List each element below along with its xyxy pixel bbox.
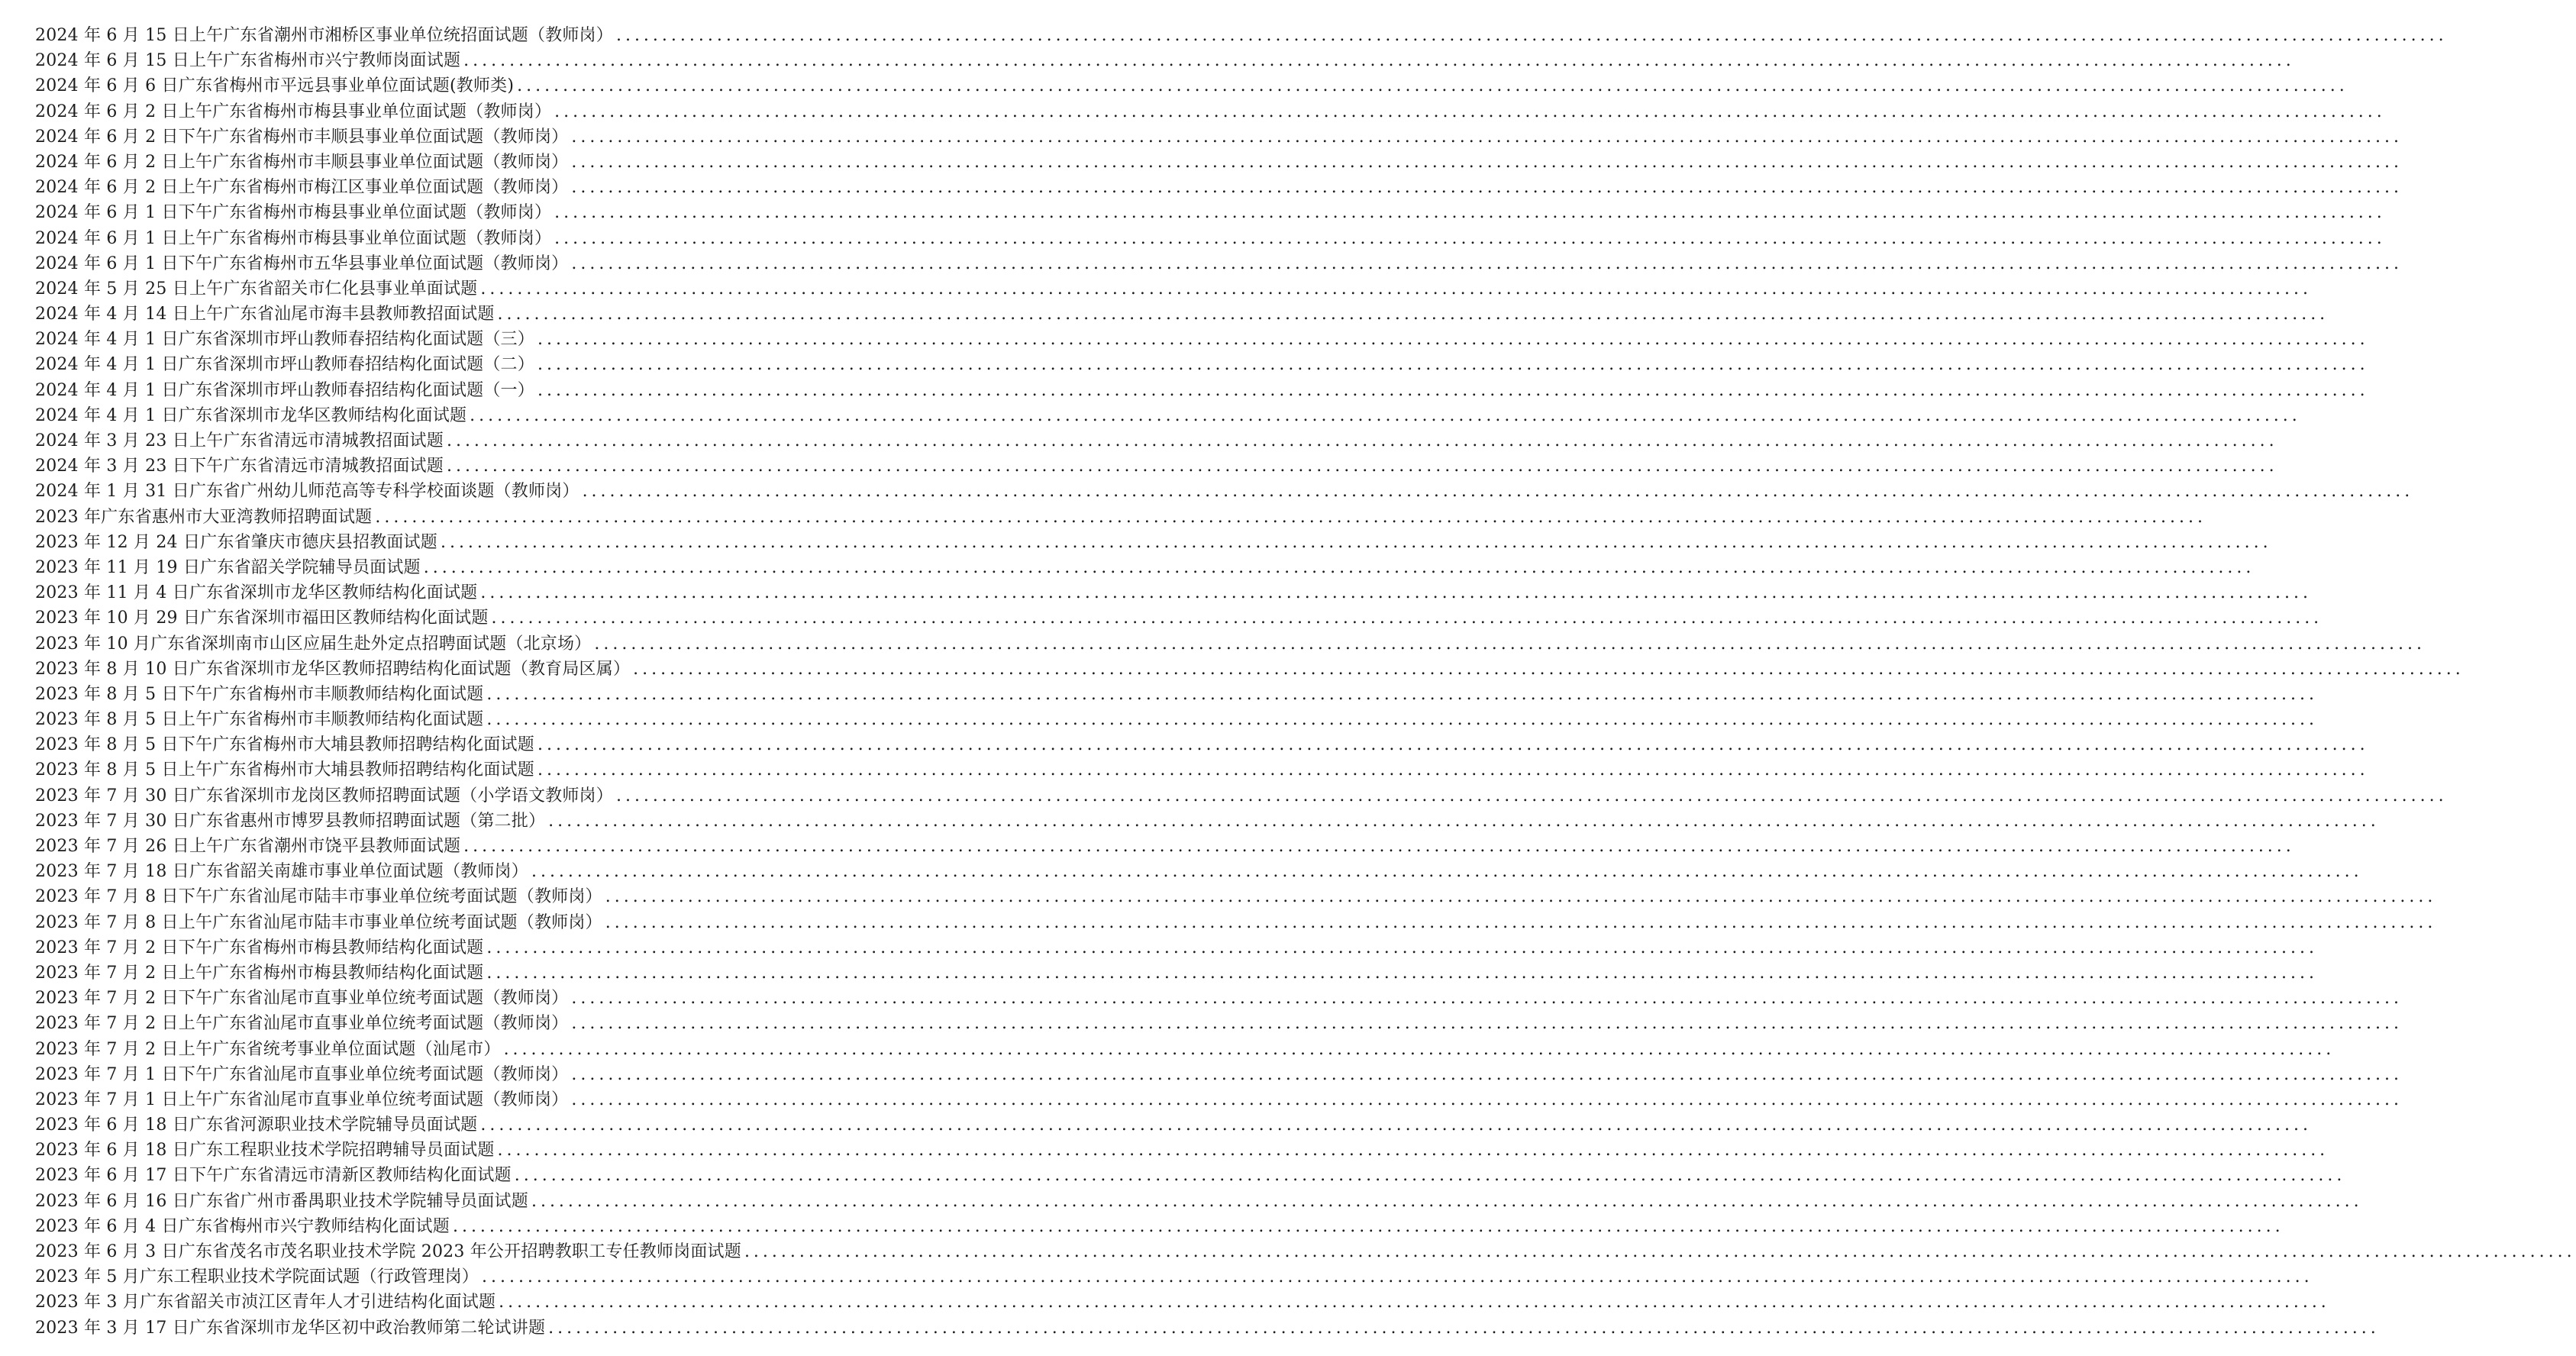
- toc-entry-title: 2024 年 6 月 1 日下午广东省梅州市梅县事业单位面试题（教师岗）: [35, 203, 552, 223]
- toc-entry: [35, 276, 2312, 302]
- dot-leader: ........................................................................................................................................................................................................: [571, 1090, 2403, 1109]
- toc-entry-title: 2023 年 8 月 5 日上午广东省梅州市丰顺教师结构化面试题: [35, 710, 484, 730]
- toc-entry-title: 2024 年 4 月 14 日上午广东省汕尾市海丰县教师教招面试题: [35, 305, 495, 324]
- toc-entry-title: 2024 年 4 月 1 日广东省深圳市坪山教师春招结构化面试题（二）: [35, 355, 534, 375]
- toc-entry: [35, 783, 2448, 809]
- dot-leader: ........................................................................................................................................................................................................: [554, 203, 2386, 223]
- dot-leader: ........................................................................................................................................................................................................: [497, 1141, 2329, 1161]
- toc-entry: [35, 352, 2369, 377]
- dot-leader: ........................................................................................................................................................................................................: [531, 862, 2363, 882]
- dot-leader: ........................................................................................................................................................................................................: [491, 609, 2323, 628]
- toc-entry: [35, 1062, 2403, 1087]
- dot-leader: ........................................................................................................................................................................................................: [463, 51, 2295, 71]
- toc-entry: [35, 757, 2369, 783]
- toc-entry: [35, 884, 2437, 909]
- dot-leader: ........................................................................................................................................................................................................: [582, 482, 2414, 502]
- toc-entry-title: 2024 年 6 月 15 日上午广东省梅州市兴宁教师岗面试题: [35, 51, 461, 71]
- toc-entry-title: 2023 年 7 月 2 日上午广东省梅州市梅县教师结构化面试题: [35, 963, 484, 983]
- toc-entry: [35, 657, 2465, 682]
- toc-entry: [35, 48, 2295, 73]
- toc-entry: [35, 454, 2278, 479]
- dot-leader: ........................................................................................................................................................................................................: [554, 228, 2386, 248]
- toc-entry-title: 2024 年 6 月 1 日上午广东省梅州市梅县事业单位面试题（教师岗）: [35, 228, 552, 248]
- toc-entry-title: 2024 年 6 月 6 日广东省梅州市平远县事业单位面试题(教师类): [35, 76, 515, 96]
- toc-entry: [35, 1087, 2403, 1112]
- toc-entry-title: 2024 年 6 月 1 日下午广东省梅州市五华县事业单位面试题（教师岗）: [35, 253, 569, 273]
- dot-leader: ........................................................................................................................................................................................................: [548, 1318, 2380, 1338]
- dot-leader: ........................................................................................................................................................................................................: [470, 405, 2301, 425]
- dot-leader: ........................................................................................................................................................................................................: [503, 1039, 2336, 1059]
- toc-entry-title: 2023 年 10 月 29 日广东省深圳市福田区教师结构化面试题: [35, 609, 489, 628]
- toc-entry-title: 2023 年 7 月 2 日下午广东省梅州市梅县教师结构化面试题: [35, 938, 484, 957]
- toc-entry-title: 2023 年 8 月 5 日下午广东省梅州市丰顺教师结构化面试题: [35, 684, 484, 704]
- toc-entry-title: 2023 年 6 月 18 日广东省河源职业技术学院辅导员面试题: [35, 1115, 478, 1135]
- dot-leader: ........................................................................................................................................................................................................: [571, 178, 2403, 198]
- toc-entry-title: 2024 年 4 月 1 日广东省深圳市坪山教师春招结构化面试题（一）: [35, 380, 534, 400]
- toc-entry-title: 2024 年 1 月 31 日广东省广州幼儿师范高等专科学校面谈题（教师岗）: [35, 482, 579, 502]
- dot-leader: ........................................................................................................................................................................................................: [486, 710, 2318, 730]
- toc-entry-title: 2024 年 4 月 1 日广东省深圳市龙华区教师结构化面试题: [35, 405, 467, 425]
- table-of-contents: [35, 23, 2576, 1341]
- toc-entry: [35, 1316, 2380, 1341]
- toc-entry-title: 2023 年 8 月 10 日广东省深圳市龙华区教师招聘结构化面试题（教育局区属）: [35, 659, 631, 679]
- dot-leader: ........................................................................................................................................................................................................: [605, 887, 2437, 907]
- toc-entry: [35, 23, 2448, 48]
- toc-entry-title: 2023 年 7 月 18 日广东省韶关南雄市事业单位面试题（教师岗）: [35, 862, 528, 882]
- toc-entry: [35, 910, 2437, 935]
- dot-leader: ........................................................................................................................................................................................................: [571, 1064, 2403, 1084]
- toc-entry: [35, 732, 2369, 757]
- toc-entry-title: 2023 年 12 月 24 日广东省肇庆市德庆县招教面试题: [35, 532, 437, 552]
- dot-leader: ........................................................................................................................................................................................................: [463, 837, 2295, 856]
- toc-entry-title: 2024 年 3 月 23 日上午广东省清远市清城教招面试题: [35, 431, 444, 450]
- toc-entry-title: 2023 年 7 月 1 日下午广东省汕尾市直事业单位统考面试题（教师岗）: [35, 1064, 569, 1084]
- toc-entry-title: 2023 年 3 月广东省韶关市浈江区青年人才引进结构化面试题: [35, 1293, 496, 1312]
- dot-leader: ........................................................................................................................................................................................................: [486, 938, 2318, 957]
- toc-entry: [35, 226, 2386, 251]
- toc-entry-title: 2024 年 3 月 23 日下午广东省清远市清城教招面试题: [35, 457, 444, 476]
- toc-entry: [35, 403, 2301, 428]
- toc-entry: [35, 555, 2255, 580]
- dot-leader: ........................................................................................................................................................................................................: [480, 279, 2312, 299]
- toc-entry-title: 2023 年 8 月 5 日上午广东省梅州市大埔县教师招聘结构化面试题: [35, 760, 534, 780]
- toc-entry-title: 2023 年 6 月 18 日广东工程职业技术学院招聘辅导员面试题: [35, 1141, 495, 1161]
- toc-entry-title: 2023 年 6 月 17 日下午广东省清远市清新区教师结构化面试题: [35, 1166, 512, 1186]
- dot-leader: ........................................................................................................................................................................................................: [486, 684, 2318, 704]
- toc-entry: [35, 428, 2278, 454]
- dot-leader: ........................................................................................................................................................................................................: [633, 659, 2465, 679]
- toc-entry-title: 2023 年 7 月 30 日广东省惠州市博罗县教师招聘面试题（第二批）: [35, 811, 546, 831]
- toc-entry: [35, 150, 2403, 175]
- dot-leader: ........................................................................................................................................................................................................: [375, 507, 2207, 527]
- dot-leader: ........................................................................................................................................................................................................: [452, 1216, 2284, 1236]
- toc-entry: [35, 1112, 2312, 1138]
- toc-entry: [35, 1037, 2336, 1062]
- toc-entry: [35, 124, 2403, 150]
- toc-entry-title: 2023 年 6 月 4 日广东省梅州市兴宁教师结构化面试题: [35, 1216, 450, 1236]
- toc-entry: [35, 809, 2380, 834]
- dot-leader: ........................................................................................................................................................................................................: [497, 305, 2329, 324]
- dot-leader: ........................................................................................................................................................................................................: [514, 1166, 2346, 1186]
- dot-leader: ........................................................................................................................................................................................................: [615, 786, 2448, 806]
- toc-entry-title: 2023 年 5 月广东工程职业技术学院面试题（行政管理岗）: [35, 1267, 479, 1287]
- toc-entry-title: 2024 年 6 月 2 日上午广东省梅州市丰顺县事业单位面试题（教师岗）: [35, 152, 569, 172]
- toc-entry: [35, 1011, 2403, 1036]
- dot-leader: ........................................................................................................................................................................................................: [531, 1191, 2363, 1211]
- toc-entry-title: 2023 年 7 月 8 日上午广东省汕尾市陆丰市事业单位统考面试题（教师岗）: [35, 912, 602, 932]
- toc-entry-title: 2023 年 7 月 26 日上午广东省潮州市饶平县教师面试题: [35, 837, 461, 856]
- toc-entry: [35, 1163, 2346, 1188]
- toc-entry-title: 2024 年 6 月 2 日上午广东省梅州市梅江区事业单位面试题（教师岗）: [35, 178, 569, 198]
- dot-leader: ........................................................................................................................................................................................................: [571, 253, 2403, 273]
- toc-entry: [35, 1264, 2313, 1290]
- toc-entry: [35, 302, 2329, 327]
- dot-leader: ........................................................................................................................................................................................................: [537, 380, 2369, 400]
- toc-entry: [35, 175, 2403, 200]
- dot-leader: ........................................................................................................................................................................................................: [571, 127, 2403, 147]
- toc-entry: [35, 707, 2318, 732]
- toc-entry: [35, 378, 2369, 403]
- dot-leader: ........................................................................................................................................................................................................: [571, 1014, 2403, 1034]
- toc-entry: [35, 530, 2272, 555]
- toc-entry: [35, 631, 2426, 657]
- toc-entry: [35, 479, 2414, 504]
- toc-entry: [35, 73, 2348, 98]
- dot-leader: ........................................................................................................................................................................................................: [605, 912, 2437, 932]
- toc-entry-title: 2024 年 5 月 25 日上午广东省韶关市仁化县事业单面试题: [35, 279, 478, 299]
- toc-entry: [35, 960, 2318, 986]
- toc-entry-title: 2024 年 6 月 2 日上午广东省梅州市梅县事业单位面试题（教师岗）: [35, 102, 552, 121]
- toc-entry: [35, 99, 2386, 124]
- toc-entry: [35, 1239, 2576, 1264]
- dot-leader: ........................................................................................................................................................................................................: [571, 152, 2403, 172]
- dot-leader: ........................................................................................................................................................................................................: [615, 26, 2448, 45]
- toc-entry: [35, 1290, 2330, 1315]
- toc-entry: [35, 251, 2403, 276]
- toc-entry-title: 2024 年 4 月 1 日广东省深圳市坪山教师春招结构化面试题（三）: [35, 330, 534, 350]
- toc-entry: [35, 935, 2318, 960]
- dot-leader: ........................................................................................................................................................................................................: [548, 811, 2380, 831]
- toc-entry: [35, 327, 2369, 352]
- dot-leader: ........................................................................................................................................................................................................: [571, 989, 2403, 1009]
- toc-entry: [35, 505, 2207, 530]
- dot-leader: ........................................................................................................................................................................................................: [480, 583, 2312, 603]
- toc-entry: [35, 986, 2403, 1011]
- toc-entry: [35, 834, 2295, 859]
- dot-leader: ........................................................................................................................................................................................................: [537, 760, 2369, 780]
- dot-leader: ........................................................................................................................................................................................................: [446, 431, 2278, 450]
- toc-entry-title: 2023 年 10 月广东省深圳南市山区应届生赴外定点招聘面试题（北京场）: [35, 634, 592, 654]
- dot-leader: ........................................................................................................................................................................................................: [486, 963, 2318, 983]
- dot-leader: ........................................................................................................................................................................................................: [480, 1115, 2312, 1135]
- toc-entry-title: 2023 年广东省惠州市大亚湾教师招聘面试题: [35, 507, 373, 527]
- toc-entry-title: 2023 年 7 月 1 日上午广东省汕尾市直事业单位统考面试题（教师岗）: [35, 1090, 569, 1109]
- toc-entry-title: 2023 年 7 月 8 日下午广东省汕尾市陆丰市事业单位统考面试题（教师岗）: [35, 887, 602, 907]
- toc-entry: [35, 1214, 2284, 1239]
- toc-entry-title: 2023 年 7 月 2 日上午广东省汕尾市直事业单位统考面试题（教师岗）: [35, 1014, 569, 1034]
- toc-entry-title: 2023 年 6 月 16 日广东省广州市番禺职业技术学院辅导员面试题: [35, 1191, 528, 1211]
- dot-leader: ........................................................................................................................................................................................................: [594, 634, 2426, 654]
- toc-entry-title: 2023 年 7 月 2 日下午广东省汕尾市直事业单位统考面试题（教师岗）: [35, 989, 569, 1009]
- dot-leader: ........................................................................................................................................................................................................: [537, 330, 2369, 350]
- dot-leader: ........................................................................................................................................................................................................: [744, 1242, 2576, 1261]
- dot-leader: ........................................................................................................................................................................................................: [481, 1267, 2313, 1287]
- dot-leader: ........................................................................................................................................................................................................: [554, 102, 2386, 121]
- toc-entry-title: 2023 年 3 月 17 日广东省深圳市龙华区初中政治教师第二轮试讲题: [35, 1318, 546, 1338]
- toc-entry: [35, 1138, 2329, 1163]
- toc-entry-title: 2023 年 8 月 5 日下午广东省梅州市大埔县教师招聘结构化面试题: [35, 735, 534, 755]
- dot-leader: ........................................................................................................................................................................................................: [423, 557, 2255, 577]
- toc-entry: [35, 605, 2323, 631]
- toc-entry-title: 2023 年 7 月 30 日广东省深圳市龙岗区教师招聘面试题（小学语文教师岗）: [35, 786, 613, 806]
- dot-leader: ........................................................................................................................................................................................................: [537, 735, 2369, 755]
- dot-leader: ........................................................................................................................................................................................................: [537, 355, 2369, 375]
- dot-leader: ........................................................................................................................................................................................................: [446, 457, 2278, 476]
- toc-entry: [35, 682, 2318, 707]
- toc-entry: [35, 1189, 2363, 1214]
- dot-leader: ........................................................................................................................................................................................................: [517, 76, 2348, 96]
- toc-entry-title: 2024 年 6 月 15 日上午广东省潮州市湘桥区事业单位统招面试题（教师岗）: [35, 26, 613, 45]
- dot-leader: ........................................................................................................................................................................................................: [499, 1293, 2330, 1312]
- toc-entry: [35, 580, 2312, 605]
- toc-entry-title: 2023 年 11 月 19 日广东省韶关学院辅导员面试题: [35, 557, 421, 577]
- dot-leader: ........................................................................................................................................................................................................: [440, 532, 2272, 552]
- toc-entry: [35, 859, 2363, 884]
- toc-entry: [35, 200, 2386, 225]
- toc-entry-title: 2023 年 6 月 3 日广东省茂名市茂名职业技术学院 2023 年公开招聘教职工专任教师岗面试题: [35, 1242, 741, 1261]
- toc-entry-title: 2024 年 6 月 2 日下午广东省梅州市丰顺县事业单位面试题（教师岗）: [35, 127, 569, 147]
- toc-entry-title: 2023 年 11 月 4 日广东省深圳市龙华区教师结构化面试题: [35, 583, 478, 603]
- toc-entry-title: 2023 年 7 月 2 日上午广东省统考事业单位面试题（汕尾市）: [35, 1039, 501, 1059]
